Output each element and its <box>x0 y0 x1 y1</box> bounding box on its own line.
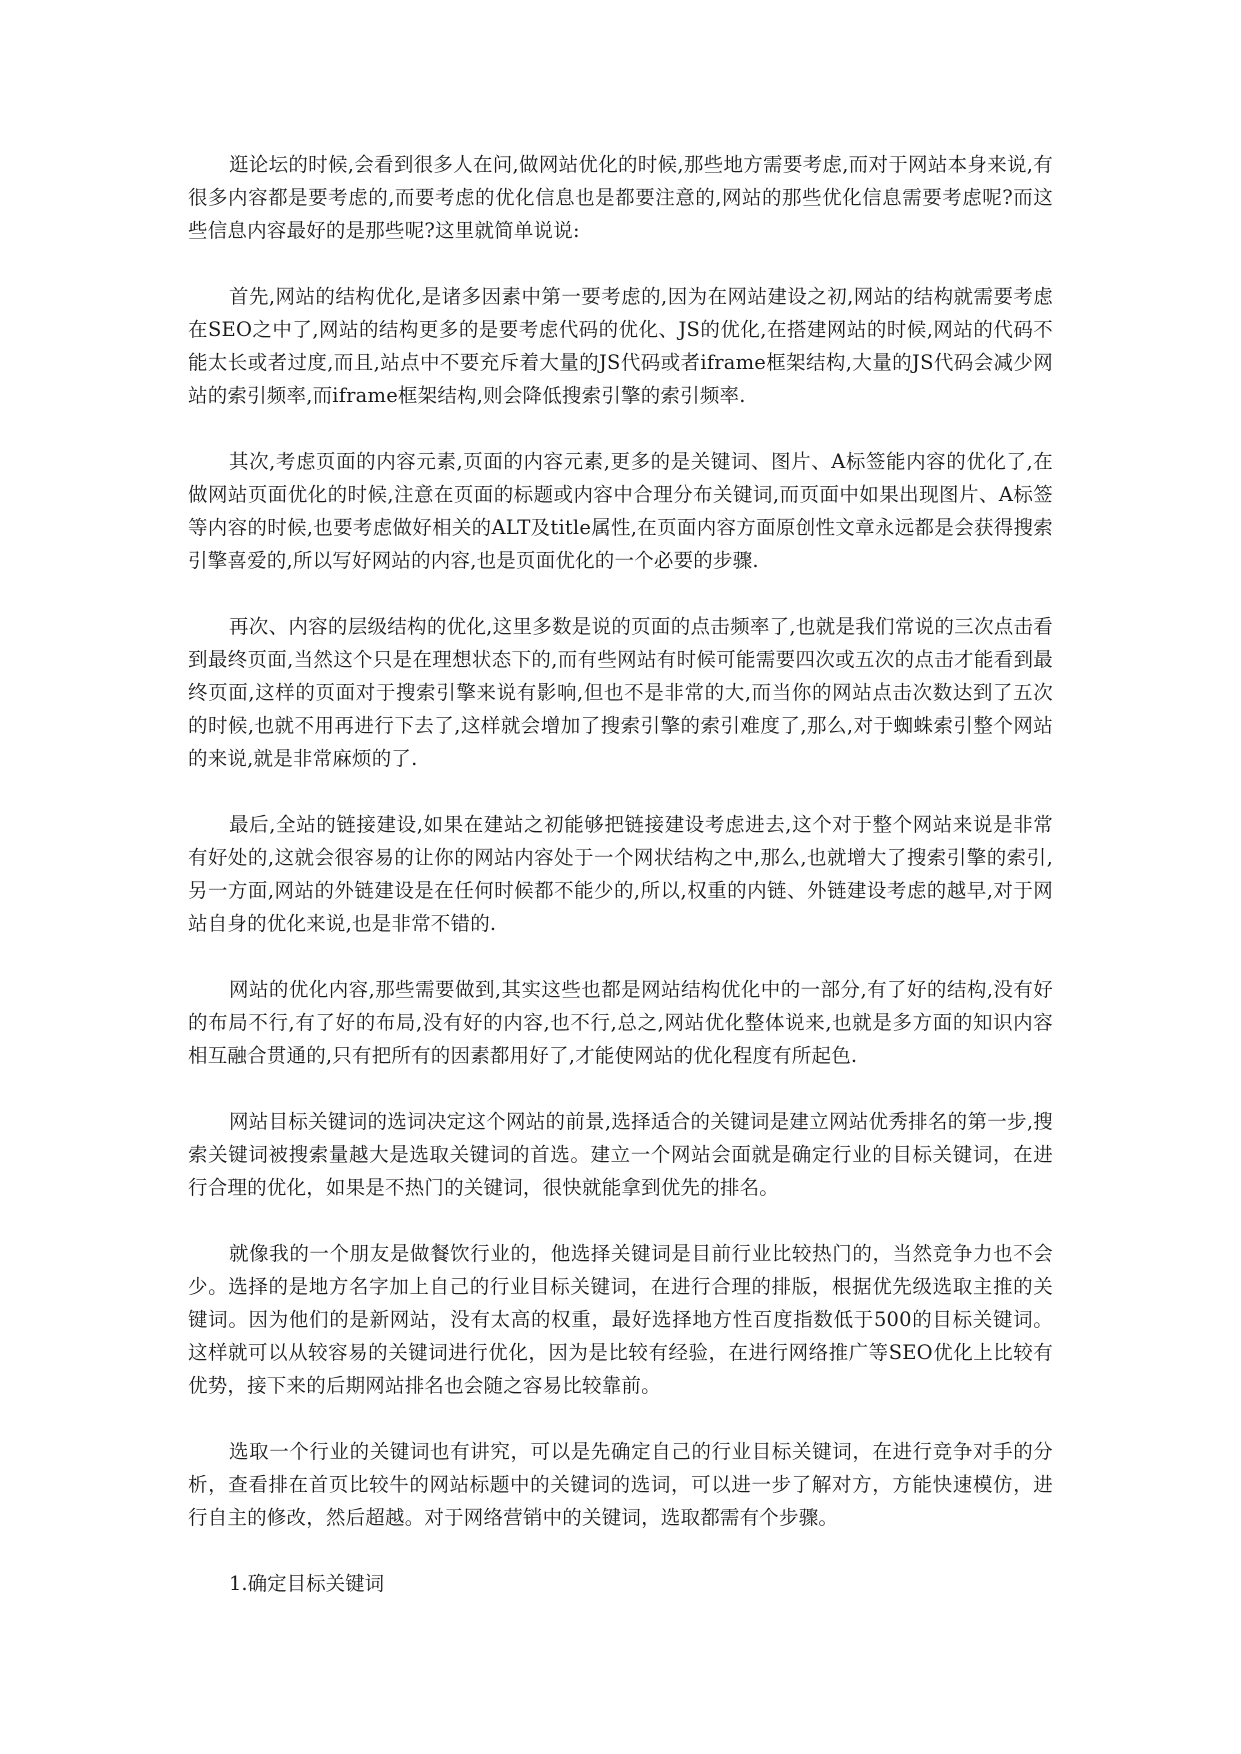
paragraph-keyword-selection: 网站目标关键词的选词决定这个网站的前景,选择适合的关键词是建立网站优秀排名的第一步,搜索关键词被搜索量越大是选取关键词的首选。建立一个网站会面就是确定行业的目标关键词，在进行合理的优化，如果是不热门的关键词，很快就能拿到优先的排名。 <box>188 1110 1053 1199</box>
paragraph-site-structure: 首先,网站的结构优化,是诸多因素中第一要考虑的,因为在网站建设之初,网站的结构就需要考虑在SEO之中了,网站的结构更多的是要考虑代码的优化、JS的优化,在搭建网站的时候,网站的代码不能太长或者过度,而且,站点中不要充斥着大量的JS代码或者iframe框架结构,大量的JS代码会减少网站的索引频率,而iframe框架结构,则会降低搜索引擎的索引频率. <box>188 285 1053 407</box>
paragraph-link-building: 最后,全站的链接建设,如果在建站之初能够把链接建设考虑进去,这个对于整个网站来说是非常有好处的,这就会很容易的让你的网站内容处于一个网状结构之中,那么,也就增大了搜索引擎的索引,另一方面,网站的外链建设是在任何时候都不能少的,所以,权重的内链、外链建设考虑的越早,对于网站自身的优化来说,也是非常不错的. <box>188 813 1053 935</box>
paragraph-page-content: 其次,考虑页面的内容元素,页面的内容元素,更多的是关键词、图片、A标签能内容的优化了,在做网站页面优化的时候,注意在页面的标题或内容中合理分布关键词,而页面中如果出现图片、A标签等内容的时候,也要考虑做好相关的ALT及title属性,在页面内容方面原创性文章永远都是会获得搜索引擎喜爱的,所以写好网站的内容,也是页面优化的一个必要的步骤. <box>188 450 1053 572</box>
document-page <box>188 148 1053 1600</box>
paragraph-optimization-summary: 网站的优化内容,那些需要做到,其实这些也都是网站结构优化中的一部分,有了好的结构,没有好的布局不行,有了好的布局,没有好的内容,也不行,总之,网站优化整体说来,也就是多方面的知识内容相互融合贯通的,只有把所有的因素都用好了,才能使网站的优化程度有所起色. <box>188 978 1053 1067</box>
paragraph-forum-intro: 逛论坛的时候,会看到很多人在问,做网站优化的时候,那些地方需要考虑,而对于网站本身来说,有很多内容都是要考虑的,而要考虑的优化信息也是都要注意的,网站的那些优化信息需要考虑呢?而这些信息内容最好的是那些呢?这里就简单说说: <box>188 153 1053 242</box>
paragraph-content-hierarchy: 再次、内容的层级结构的优化,这里多数是说的页面的点击频率了,也就是我们常说的三次点击看到最终页面,当然这个只是在理想状态下的,而有些网站有时候可能需要四次或五次的点击才能看到最终页面,这样的页面对于搜索引擎来说有影响,但也不是非常的大,而当你的网站点击次数达到了五次的时候,也就不用再进行下去了,这样就会增加了搜索引擎的索引难度了,那么,对于蜘蛛索引整个网站的来说,就是非常麻烦的了. <box>188 615 1053 770</box>
list-item-step-one: 1.确定目标关键词 <box>229 1572 385 1595</box>
paragraph-keyword-steps: 选取一个行业的关键词也有讲究，可以是先确定自己的行业目标关键词，在进行竞争对手的分析，查看排在首页比较牛的网站标题中的关键词的选词，可以进一步了解对方，方能快速模仿，进行自主的修改，然后超越。对于网络营销中的关键词，选取都需有个步骤。 <box>188 1440 1053 1529</box>
paragraph-restaurant-example: 就像我的一个朋友是做餐饮行业的，他选择关键词是目前行业比较热门的，当然竞争力也不会少。选择的是地方名字加上自己的行业目标关键词，在进行合理的排版，根据优先级选取主推的关键词。因为他们的是新网站，没有太高的权重，最好选择地方性百度指数低于500的目标关键词。这样就可以从较容易的关键词进行优化，因为是比较有经验，在进行网络推广等SEO优化上比较有优势，接下来的后期网站排名也会随之容易比较靠前。 <box>188 1242 1053 1397</box>
